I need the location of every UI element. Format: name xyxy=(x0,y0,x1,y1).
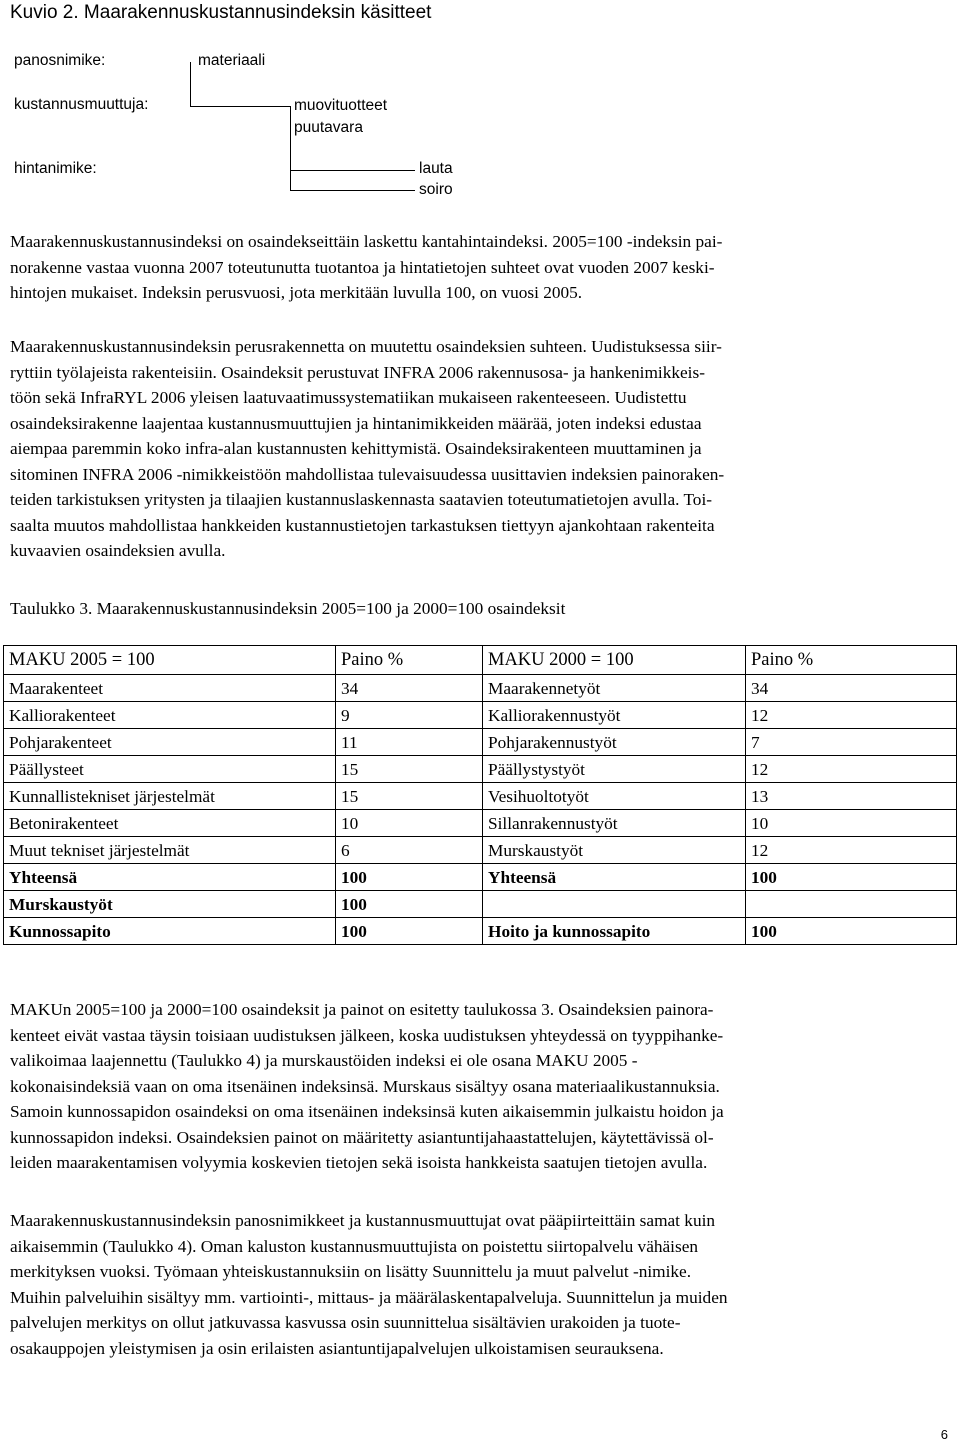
paragraph-cost-variables xyxy=(10,1208,952,1361)
table-cell: Pohjarakenteet xyxy=(4,729,336,756)
table-cell: 100 xyxy=(746,918,957,945)
table-cell: Yhteensä xyxy=(4,864,336,891)
node-soiro: soiro xyxy=(419,181,453,198)
connector-line xyxy=(190,62,191,107)
table-header-cell: MAKU 2000 = 100 xyxy=(483,646,746,675)
node-materiaali: materiaali xyxy=(198,52,266,69)
paragraph-weights xyxy=(10,997,952,1176)
table-row xyxy=(4,837,957,864)
table-cell: 7 xyxy=(746,729,957,756)
figure-title: Kuvio 2. Maarakennuskustannusindeksin käsitteet xyxy=(10,2,432,23)
table-cell: Murskaustyöt xyxy=(4,891,336,918)
connector-line xyxy=(290,106,291,191)
page-number: 6 xyxy=(940,1427,948,1442)
table-cell: Kalliorakenteet xyxy=(4,702,336,729)
table-row xyxy=(4,783,957,810)
table-header-cell: MAKU 2005 = 100 xyxy=(4,646,336,675)
text-line: sitominen INFRA 2006 -nimikkeistöön mahdollistaa tulevaisuudessa uusittavien indeksien painoraken- xyxy=(10,464,725,484)
text-line: kenteet eivät vastaa täysin toisiaan uudistuksen jälkeen, koska uudistuksen yhteydessä on tyyppihanke- xyxy=(10,1025,724,1045)
table-cell: 13 xyxy=(746,783,957,810)
table-row xyxy=(4,810,957,837)
table-cell: 15 xyxy=(336,756,483,783)
table-row xyxy=(4,918,957,945)
table-cell: Hoito ja kunnossapito xyxy=(483,918,746,945)
table-row xyxy=(4,675,957,702)
table-cell: 12 xyxy=(746,756,957,783)
text-line: kunnossapidon indeksi. Osaindeksien painot on määritetty asiantuntijahaastattelujen, käytettävissä ol- xyxy=(10,1127,714,1147)
node-muovituotteet: muovituotteet xyxy=(294,97,388,114)
text-line: kuvaavien osaindeksien avulla. xyxy=(10,541,226,560)
text-line: osaindeksirakenne laajentaa kustannusmuuttujien ja hintanimikkeiden määrää, joten indeksi edustaa xyxy=(10,413,702,433)
node-lauta: lauta xyxy=(419,160,453,177)
paragraph-structure-change xyxy=(10,334,952,564)
text-line: Maarakennuskustannusindeksin perusrakennetta on muutettu osaindeksien suhteen. Uudistuksessa siir- xyxy=(10,337,722,356)
table-cell: 6 xyxy=(336,837,483,864)
table-cell: Betonirakenteet xyxy=(4,810,336,837)
table-cell: 11 xyxy=(336,729,483,756)
text-line: aikaisemmin (Taulukko 4). Oman kaluston kustannusmuuttujista on poistettu siirtopalvelu vähäisen xyxy=(10,1236,699,1256)
table-cell: Kunnallistekniset järjestelmät xyxy=(4,783,336,810)
table-cell xyxy=(483,891,746,918)
label-kustannusmuuttuja: kustannusmuuttuja: xyxy=(14,96,149,113)
table-cell: 10 xyxy=(746,810,957,837)
table-row xyxy=(4,702,957,729)
text-line: teiden tarkistuksen yritysten ja tilaajien kustannuslaskennasta saatavien toteutumatietojen avulla. Toi- xyxy=(10,490,713,509)
text-line: töön sekä InfraRYL 2006 yleisen laatuvaatimussystematiikan mukaiseen rakenteeseen. Uudistettu xyxy=(10,388,687,407)
table-cell: Päällysteet xyxy=(4,756,336,783)
table-cell: 100 xyxy=(336,891,483,918)
table-caption-text: Taulukko 3. Maarakennuskustannusindeksin 2005=100 ja 2000=100 osaindeksit xyxy=(10,599,566,618)
text-line: saalta muutos mahdollistaa hankkeiden kustannustietojen tarkastuksen tiettyyn ajankohtaan rakenteita xyxy=(10,515,715,535)
index-weights-table xyxy=(3,645,957,945)
text-line: norakenne vastaa vuonna 2007 toteutunutta tuotantoa ja hintatietojen suhteet ovat vuoden 2007 keski- xyxy=(10,257,715,277)
table-row xyxy=(4,864,957,891)
connector-line xyxy=(290,170,415,171)
text-line: ryttiin työlajeista rakenteisiin. Osaindeksit perustuvat INFRA 2006 rakennusosa- ja hankenimikkeis- xyxy=(10,362,705,382)
text-line: kokonaisindeksiä vaan on oma itsenäinen indeksinsä. Murskaus sisältyy osana materiaalikustannuksia. xyxy=(10,1076,720,1096)
table-cell: 100 xyxy=(746,864,957,891)
table-cell: 34 xyxy=(336,675,483,702)
text-line: merkityksen vuoksi. Työmaan yhteiskustannuksiin on lisätty Suunnittelu ja muut palvelut -nimike. xyxy=(10,1262,692,1281)
table-row xyxy=(4,756,957,783)
text-line: Samoin kunnossapidon osaindeksi on oma itsenäinen indeksinsä kuten aikaisemmin julkaistu hoidon ja xyxy=(10,1102,724,1121)
text-line: Muihin palveluihin sisältyy mm. vartiointi-, mittaus- ja määrälaskentapalveluja. Suunnittelun ja muiden xyxy=(10,1287,728,1307)
table-cell: 10 xyxy=(336,810,483,837)
table-cell: 100 xyxy=(336,918,483,945)
table-cell: 12 xyxy=(746,837,957,864)
label-panosnimike: panosnimike: xyxy=(14,52,106,69)
table-row xyxy=(4,891,957,918)
text-line: Maarakennuskustannusindeksi on osaindekseittäin laskettu kantahintaindeksi. 2005=100 -indeksin pai- xyxy=(10,232,723,251)
table-cell: Pohjarakennustyöt xyxy=(483,729,746,756)
table-cell: 100 xyxy=(336,864,483,891)
text-line: MAKUn 2005=100 ja 2000=100 osaindeksit ja painot on esitetty taulukossa 3. Osaindeksien painora- xyxy=(10,1000,714,1019)
table-cell: Maarakennetyöt xyxy=(483,675,746,702)
label-hintanimike: hintanimike: xyxy=(14,160,97,177)
text-line: palvelujen merkitys on ollut jatkuvassa kasvussa osin suunnittelua sisältävien urakoiden ja tuote- xyxy=(10,1313,681,1332)
text-line: leiden maarakentamisen volyymia koskevien tietojen sekä isoista hankkeista saatujen tietojen avulla. xyxy=(10,1153,708,1172)
table-row xyxy=(4,729,957,756)
node-puutavara: puutavara xyxy=(294,119,363,136)
table-header-row xyxy=(4,646,957,675)
table-cell: 34 xyxy=(746,675,957,702)
text-line: valikoimaa laajennettu (Taulukko 4) ja murskaustöiden indeksi ei ole osana MAKU 2005 - xyxy=(10,1051,638,1070)
text-line: Maarakennuskustannusindeksin panosnimikkeet ja kustannusmuuttujat ovat pääpiirteittäin samat kuin xyxy=(10,1211,716,1230)
table-cell: Maarakenteet xyxy=(4,675,336,702)
table-caption xyxy=(10,596,952,622)
connector-line xyxy=(190,106,291,107)
connector-line xyxy=(290,190,415,191)
table-cell: 12 xyxy=(746,702,957,729)
paragraph-index-basis xyxy=(10,229,952,306)
table-header-cell: Paino % xyxy=(746,646,957,675)
table-header-cell: Paino % xyxy=(336,646,483,675)
text-line: aiempaa paremmin koko infra-alan kustannusten kehittymistä. Osaindeksirakenteen muuttaminen ja xyxy=(10,439,702,458)
table-cell: Sillanrakennustyöt xyxy=(483,810,746,837)
table-cell: 9 xyxy=(336,702,483,729)
text-line: hintojen mukaiset. Indeksin perusvuosi, jota merkitään luvulla 100, on vuosi 2005. xyxy=(10,283,583,302)
table-cell: Kunnossapito xyxy=(4,918,336,945)
table-cell: 15 xyxy=(336,783,483,810)
table-cell xyxy=(746,891,957,918)
text-line: osakauppojen yleistymisen ja osin erilaisten asiantuntijapalvelujen ulkoistamisen seurauksena. xyxy=(10,1338,664,1358)
table-cell: Yhteensä xyxy=(483,864,746,891)
table-cell: Murskaustyöt xyxy=(483,837,746,864)
table-cell: Muut tekniset järjestelmät xyxy=(4,837,336,864)
table-cell: Päällystystyöt xyxy=(483,756,746,783)
table-cell: Kalliorakennustyöt xyxy=(483,702,746,729)
table-cell: Vesihuoltotyöt xyxy=(483,783,746,810)
